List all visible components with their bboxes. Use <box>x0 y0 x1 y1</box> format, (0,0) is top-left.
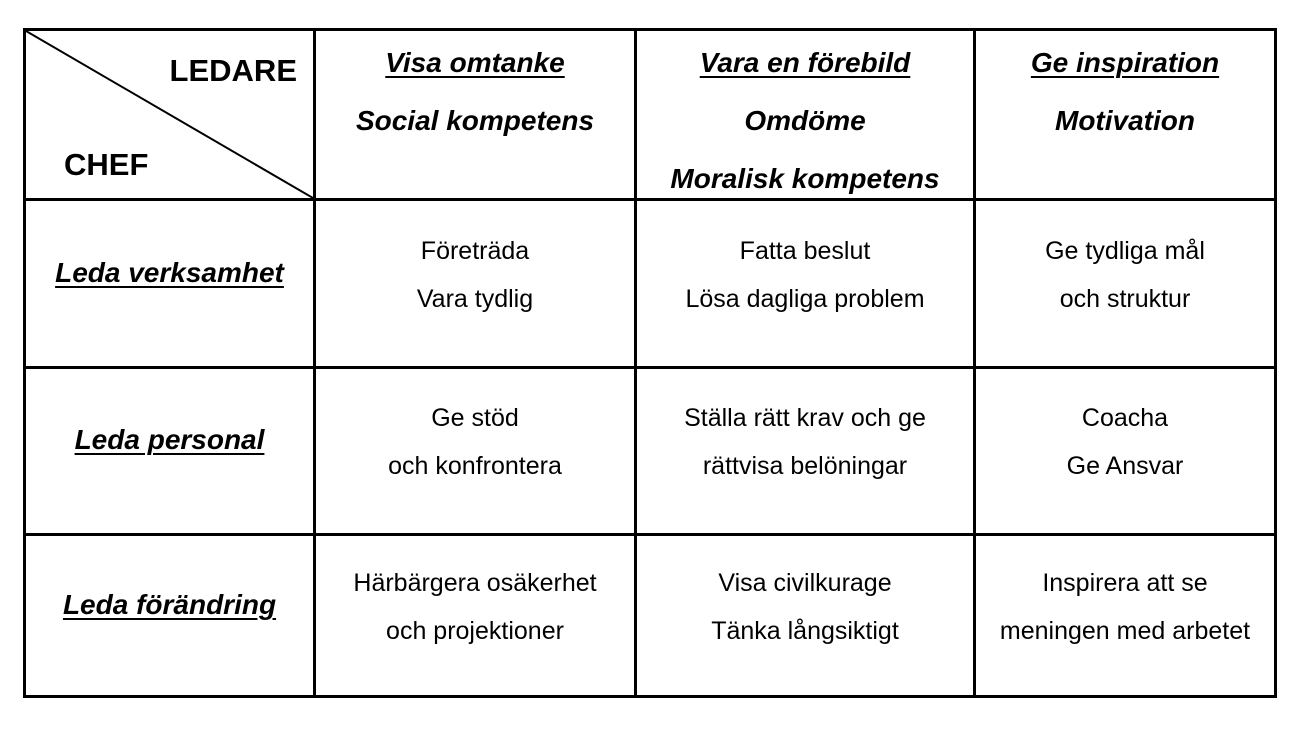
row-header-leda-forandring <box>26 536 313 695</box>
cell-line: Lösa dagliga problem <box>685 284 925 313</box>
column-header-visa-omtanke <box>316 31 634 198</box>
table-cell <box>637 536 973 695</box>
column-title: Visa omtanke <box>385 47 565 78</box>
column-header-ge-inspiration <box>976 31 1274 198</box>
row-header-leda-verksamhet <box>26 201 313 366</box>
table-cell <box>316 369 634 533</box>
cell-line: meningen med arbetet <box>999 616 1251 645</box>
cell-line: Härbärgera osäkerhet <box>353 568 597 597</box>
corner-label-chef: CHEF <box>64 147 149 182</box>
cell-line: och projektioner <box>386 616 564 645</box>
cell-line: Ge tydliga mål <box>1045 236 1205 265</box>
row-title: Leda personal <box>74 424 265 455</box>
cell-line: Inspirera att se <box>1042 568 1208 597</box>
column-subtitle: Social kompetens <box>355 105 595 136</box>
leadership-matrix <box>23 28 1277 698</box>
cell-line: Ge Ansvar <box>1066 452 1184 480</box>
column-subtitle: Omdöme <box>744 105 866 136</box>
cell-line: Vara tydlig <box>416 284 534 313</box>
row-title: Leda förändring <box>62 588 277 620</box>
corner-label-ledare: LEDARE <box>169 53 297 88</box>
cell-line: Tänka långsiktigt <box>711 616 899 645</box>
table-cell <box>976 201 1274 366</box>
table-cell <box>316 536 634 695</box>
cell-line: Fatta beslut <box>739 236 871 265</box>
table-cell <box>316 201 634 366</box>
column-subtitle: Moralisk kompetens <box>670 163 940 194</box>
cell-line: Ge stöd <box>431 404 519 432</box>
column-header-vara-en-forebild <box>637 31 973 198</box>
row-header-leda-personal <box>26 369 313 533</box>
cell-line: rättvisa belöningar <box>702 452 908 480</box>
cell-line: Visa civilkurage <box>718 568 892 597</box>
cell-line: och struktur <box>1059 284 1191 313</box>
cell-line: Coacha <box>1081 404 1169 432</box>
cell-line: Företräda <box>420 236 530 265</box>
column-title: Vara en förebild <box>699 47 911 78</box>
corner-cell <box>26 31 313 198</box>
table-cell <box>637 201 973 366</box>
cell-line: och konfrontera <box>388 452 562 480</box>
column-title: Ge inspiration <box>1030 47 1220 78</box>
row-title: Leda verksamhet <box>55 256 284 288</box>
table-cell <box>976 536 1274 695</box>
table-cell <box>637 369 973 533</box>
cell-line: Ställa rätt krav och ge <box>684 404 926 432</box>
table-cell <box>976 369 1274 533</box>
column-subtitle: Motivation <box>1055 105 1195 136</box>
